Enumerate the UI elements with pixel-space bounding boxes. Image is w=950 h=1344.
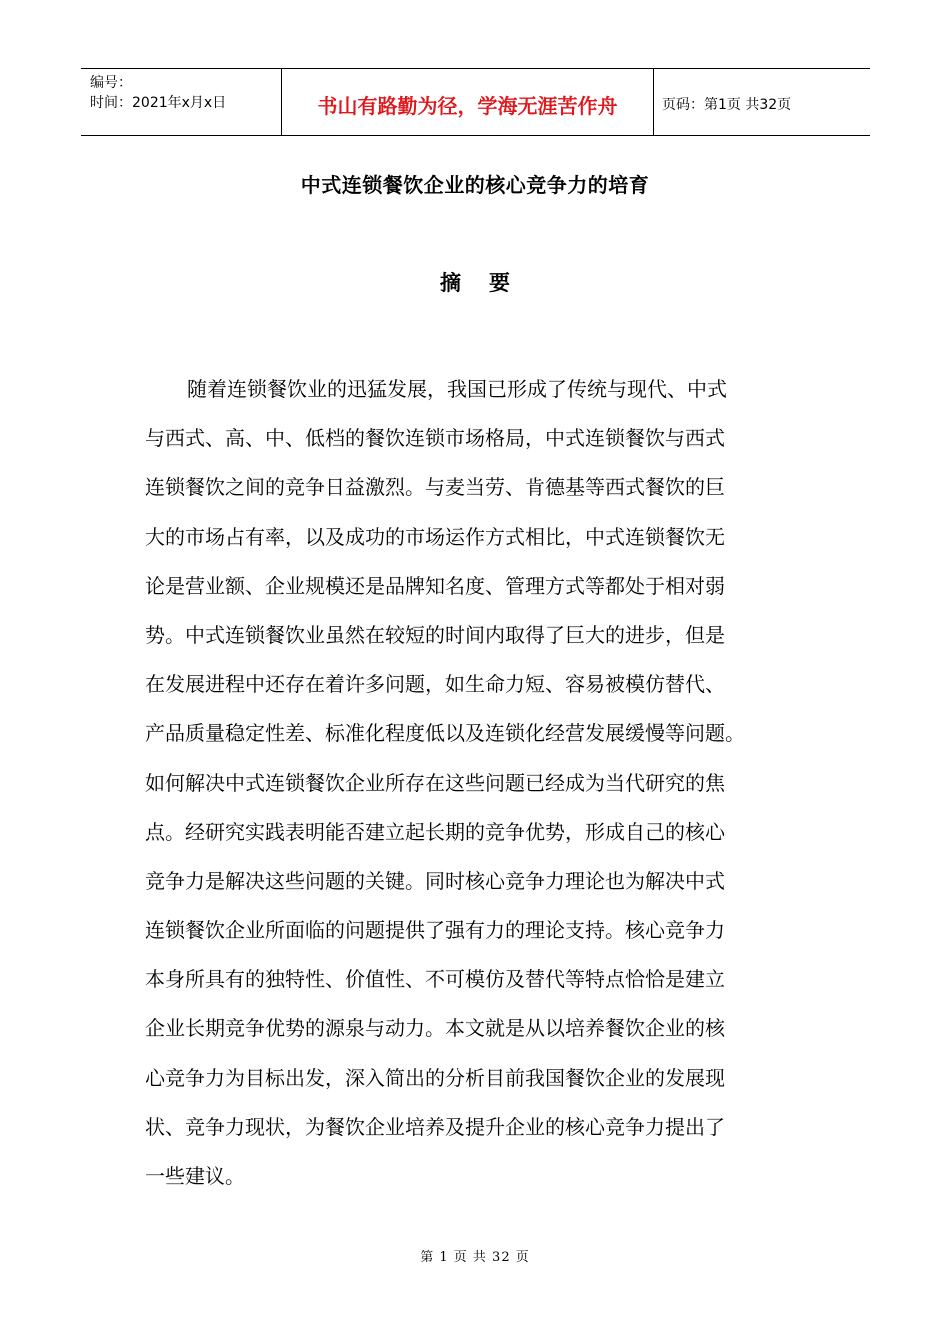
date-label: 时间：2021年x月x日: [90, 95, 227, 111]
abstract-line: 论是营业额、企业规模还是品牌知名度、管理方式等都处于相对弱: [145, 573, 725, 598]
abstract-line: 连锁餐饮之间的竞争日益激烈。与麦当劳、肯德基等西式餐饮的巨: [145, 475, 725, 500]
header-motto-cell: [282, 69, 654, 135]
document-title: 中式连锁餐饮企业的核心竞争力的培育: [300, 173, 650, 197]
serial-number-label: 编号：: [90, 75, 132, 91]
footer-page-number: 第 1 页 共 32 页: [420, 1250, 530, 1265]
abstract-body: [145, 365, 825, 1201]
abstract-line: 势。中式连锁餐饮业虽然在较短的时间内取得了巨大的进步，但是: [145, 622, 725, 647]
abstract-line: 如何解决中式连锁餐饮企业所存在这些问题已经成为当代研究的焦: [145, 770, 725, 795]
abstract-line: 本身所具有的独特性、价值性、不可模仿及替代等特点恰恰是建立: [145, 967, 725, 992]
document-header-table: [81, 68, 870, 136]
abstract-line: 状、竞争力现状，为餐饮企业培养及提升企业的核心竞争力提出了: [145, 1114, 725, 1139]
header-page-cell: [654, 71, 870, 137]
abstract-line: 点。经研究实践表明能否建立起长期的竞争优势，形成自己的核心: [145, 819, 725, 844]
abstract-line: 一些建议。: [145, 1164, 245, 1188]
abstract-line: 大的市场占有率，以及成功的市场运作方式相比，中式连锁餐饮无: [145, 524, 725, 549]
abstract-line: 竞争力是解决这些问题的关键。同时核心竞争力理论也为解决中式: [145, 868, 725, 893]
header-meta-cell: [81, 69, 282, 135]
abstract-line: 连锁餐饮企业所面临的问题提供了强有力的理论支持。核心竞争力: [145, 918, 725, 943]
header-page-info: 页码：第1页 共32页: [662, 97, 792, 113]
abstract-line: 企业长期竞争优势的源泉与动力。本文就是从以培养餐饮企业的核: [145, 1016, 725, 1041]
abstract-line: 心竞争力为目标出发，深入简出的分析目前我国餐饮企业的发展现: [145, 1065, 725, 1090]
abstract-line: 与西式、高、中、低档的餐饮连锁市场格局，中式连锁餐饮与西式: [145, 426, 725, 451]
header-motto: 书山有路勤为径，学海无涯苦作舟: [317, 93, 618, 118]
abstract-line: 产品质量稳定性差、标准化程度低以及连锁化经营发展缓慢等问题。: [145, 721, 745, 746]
abstract-line: 在发展进程中还存在着许多问题，如生命力短、容易被模仿替代、: [145, 672, 725, 697]
abstract-heading: 摘要: [440, 271, 538, 295]
abstract-line: 随着连锁餐饮业的迅猛发展，我国已形成了传统与现代、中式: [187, 377, 727, 401]
